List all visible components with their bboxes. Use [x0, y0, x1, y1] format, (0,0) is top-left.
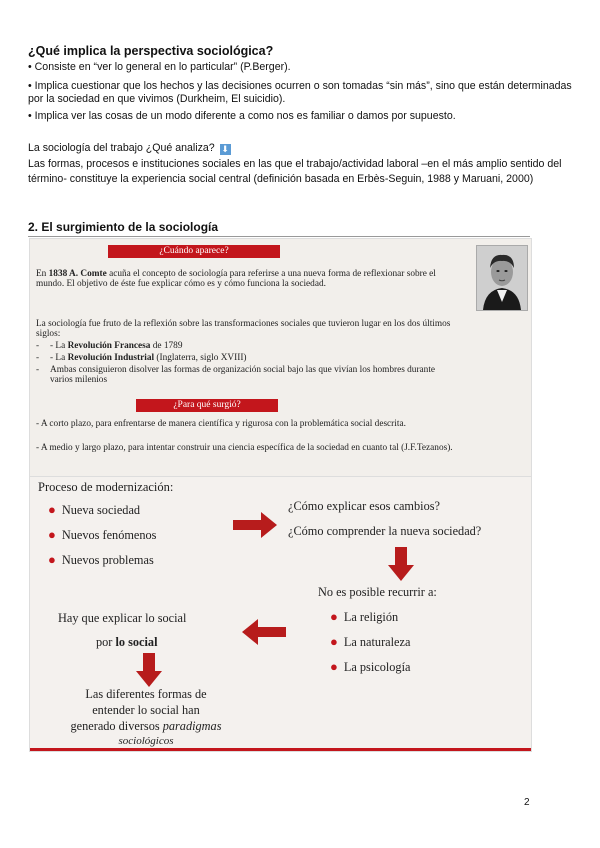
intro-question-text: La sociología del trabajo ¿Qué analiza? — [28, 142, 215, 154]
p1-pre: En — [36, 269, 49, 279]
intro-bullet-3: • Implica ver las cosas de un modo diferente a como nos es familiar o damos por supuesto. — [28, 110, 456, 122]
conclusion-line4: sociológicos — [118, 735, 174, 747]
list-marker: - — [36, 353, 40, 363]
intro-bullet-2: • Implica cuestionar que los hechos y las decisiones ocurren o son tomadas “sin más”, sino que están determinadas por la sociedad en que vivimos (Durkheim, El suicidio). — [28, 80, 572, 106]
list-item — [50, 365, 460, 386]
right-item — [330, 634, 410, 650]
comte-portrait — [476, 245, 528, 311]
intro-answer: Las formas, procesos e instituciones sociales en las que el trabajo/actividad laboral –en el más amplio sentido del término- constituye la experiencia social central (definición basada en Erbès-Seguin, 1988 y Maruani, 2000) — [28, 158, 562, 185]
slide-bottom-bar — [30, 748, 531, 751]
intro-question — [28, 142, 231, 155]
bullet-dot-icon: ● — [48, 527, 56, 542]
left-item-text: Nuevos fenómenos — [61, 528, 157, 542]
arrow-right-icon — [233, 512, 277, 538]
explain-pre: por — [96, 635, 116, 649]
left-item — [48, 502, 140, 518]
bullet-dot-icon: ● — [330, 634, 338, 649]
list-marker: - — [36, 341, 40, 351]
arrow-down-icon — [388, 547, 414, 581]
right-item-text: La religión — [343, 610, 399, 624]
arrow-down-icon — [136, 653, 162, 687]
page-number: 2 — [524, 797, 530, 808]
arrow-left-icon — [242, 619, 286, 645]
why-header: ¿Para qué surgió? — [136, 399, 278, 412]
down-arrow-icon: ⬇ — [221, 144, 229, 154]
conclusion-line2: entender lo social han — [92, 703, 200, 717]
intro-title: ¿Qué implica la perspectiva sociológica? — [28, 44, 274, 58]
section-title: 2. El surgimiento de la sociología — [28, 220, 219, 234]
bullet-dot-icon: ● — [330, 659, 338, 674]
question-explain: ¿Cómo explicar esos cambios? — [288, 499, 440, 513]
p1-bold: 1838 A. Comte — [48, 269, 107, 279]
explain-bold: lo social — [115, 635, 158, 649]
bullet-dot-icon: ● — [330, 609, 338, 624]
list-item-bold: Revolución Industrial — [67, 353, 155, 363]
list-item — [50, 353, 460, 363]
intro-bullet-1: • Consiste en “ver lo general en lo particular” (P.Berger). — [28, 61, 291, 73]
p1-post: acuña el concepto de sociología para referirse a una nueva forma de reflexionar sobre el mundo. El objetivo de éste fue explicar cómo es y cómo funciona la sociedad. — [36, 269, 436, 290]
bullet-dot-icon: ● — [48, 502, 56, 517]
explain-social-line2 — [96, 635, 157, 650]
when-header: ¿Cuándo aparece? — [108, 245, 280, 258]
left-item-text: Nuevos problemas — [61, 553, 154, 567]
long-term-paragraph: - A medio y largo plazo, para intentar construir una ciencia específica de la sociedad en cuanto tal (J.F.Tezanos). — [36, 443, 453, 453]
right-item-text: La naturaleza — [343, 635, 411, 649]
list-item — [50, 341, 460, 351]
modernization-title: Proceso de modernización: — [38, 480, 174, 494]
list-item-post: (Inglaterra, siglo XVIII) — [154, 353, 247, 363]
list-item-pre: Ambas consiguieron disolver las formas de organización social bajo las que vivían los hombres durante varios milenios — [50, 365, 436, 386]
conclusion-line1: Las diferentes formas de — [85, 687, 207, 701]
section-divider — [28, 236, 530, 237]
right-item — [330, 609, 398, 625]
right-item-text: La psicología — [343, 660, 411, 674]
reflection-paragraph: La sociología fue fruto de la reflexión sobre las transformaciones sociales que tuvieron lugar en los dos últimos siglos: — [36, 319, 451, 340]
list-item-bold: Revolución Francesa — [67, 341, 151, 351]
slide-modernization — [29, 476, 532, 752]
conclusion-italic: paradigmas — [162, 719, 222, 733]
question-understand: ¿Cómo comprender la nueva sociedad? — [288, 524, 482, 538]
not-possible-label: No es posible recurrir a: — [318, 585, 437, 599]
slide-origin — [29, 238, 532, 477]
list-marker: - — [36, 365, 40, 375]
list-item-post: de 1789 — [150, 341, 183, 351]
list-item-pre: - La — [50, 353, 68, 363]
comte-paragraph — [36, 269, 466, 290]
right-item — [330, 659, 410, 675]
explain-social-line1: Hay que explicar lo social — [58, 611, 187, 625]
bullet-dot-icon: ● — [48, 552, 56, 567]
left-item — [48, 527, 156, 543]
conclusion-line3 — [30, 719, 262, 734]
conclusion-pre: generado diversos — [70, 719, 163, 733]
left-item — [48, 552, 154, 568]
short-term-paragraph: - A corto plazo, para enfrentarse de manera científica y rigurosa con la problemática social descrita. — [36, 419, 406, 429]
list-item-pre: - La — [50, 341, 68, 351]
left-item-text: Nueva sociedad — [61, 503, 141, 517]
